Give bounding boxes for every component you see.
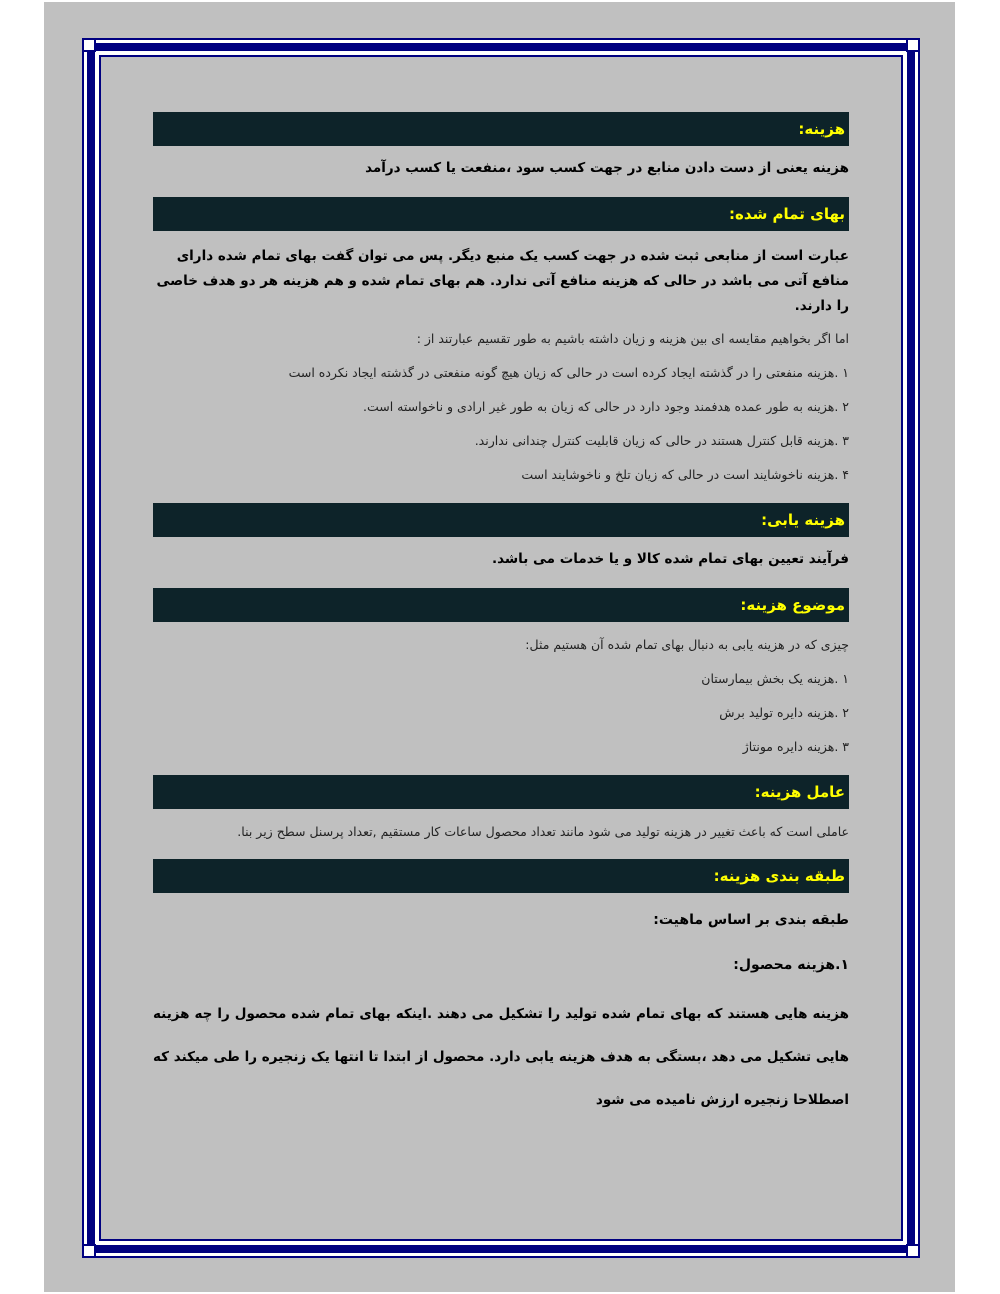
border-corner-bottom-right (906, 1244, 920, 1258)
cost-object-intro: چیزی که در هزینه یابی به دنبال بهای تمام شده آن هستیم مثل: (525, 637, 849, 652)
product-cost-heading: ۱.هزینه محصول: (733, 957, 849, 973)
border-corner-bottom-left (82, 1244, 96, 1258)
classification-by-nature: طبقه بندی بر اساس ماهیت: (653, 912, 849, 928)
cost-object-item-2: ۲ .هزینه دایره تولید برش (719, 705, 849, 720)
section-heading-cost-driver: عامل هزینه: (153, 775, 849, 809)
cost-definition: هزینه یعنی از دست دادن منابع در جهت کسب سود ،منفعت یا کسب درآمد (365, 160, 849, 176)
section-heading-cost-object: موضوع هزینه: (153, 588, 849, 622)
comparison-item-3: ۳ .هزینه قابل کنترل هستند در حالی که زیان قابلیت کنترل چندانی ندارند. (474, 433, 849, 448)
border-corner-top-right (906, 38, 920, 52)
section-heading-costing: هزینه یابی: (153, 503, 849, 537)
comparison-intro: اما اگر بخواهیم مقایسه ای بین هزینه و زیان داشته باشیم به طور تقسیم عبارتند از : (416, 331, 849, 346)
border-corner-top-left (82, 38, 96, 52)
comparison-item-1: ۱ .هزینه منفعتی را در گذشته ایجاد کرده است در حالی که زیان هیچ گونه منفعتی در گذشته ایجاد نکرده است (288, 365, 849, 380)
cost-object-item-1: ۱ .هزینه یک بخش بیمارستان (701, 671, 849, 686)
product-cost-definition: هزینه هایی هستند که بهای تمام شده تولید را تشکیل می دهند .اینکه بهای تمام شده محصول را چه هزینه هایی تشکیل می دهد ،بستگی به هدف هزینه یابی دارد. محصول از ابتدا تا انتها یک زنجیره را طی میکند که اصطلاحا زنجیره ارزش نامیده می شود (153, 1006, 849, 1108)
comparison-item-4: ۴ .هزینه ناخوشایند است در حالی که زیان تلخ و ناخوشایند است (521, 467, 849, 482)
section-heading-cost: هزینه: (153, 112, 849, 146)
comparison-item-2: ۲ .هزینه به طور عمده هدفمند وجود دارد در حالی که زیان به طور غیر ارادی و ناخواسته است. (363, 399, 849, 414)
document-content (153, 112, 849, 1122)
cost-object-item-3: ۳ .هزینه دایره مونتاژ (742, 739, 849, 754)
cost-driver-definition: عاملی است که باعث تغییر در هزینه تولید می شود مانند تعداد محصول ساعات کار مستقیم ,تعداد پرسنل سطح زیر بنا. (237, 824, 849, 839)
section-heading-cost-price: بهای تمام شده: (153, 197, 849, 231)
section-heading-cost-classification: طبقه بندی هزینه: (153, 859, 849, 893)
cost-price-definition: عبارت است از منابعی ثبت شده در جهت کسب یک منبع دیگر. پس می توان گفت بهای تمام شده دارای منافع آتی می باشد در حالی که هزینه منافع آتی ندارد. هم بهای تمام شده و هم هزینه هر دو هدف خاصی را دارند. (156, 248, 849, 314)
costing-definition: فرآیند تعیین بهای تمام شده کالا و یا خدمات می باشد. (491, 551, 849, 567)
